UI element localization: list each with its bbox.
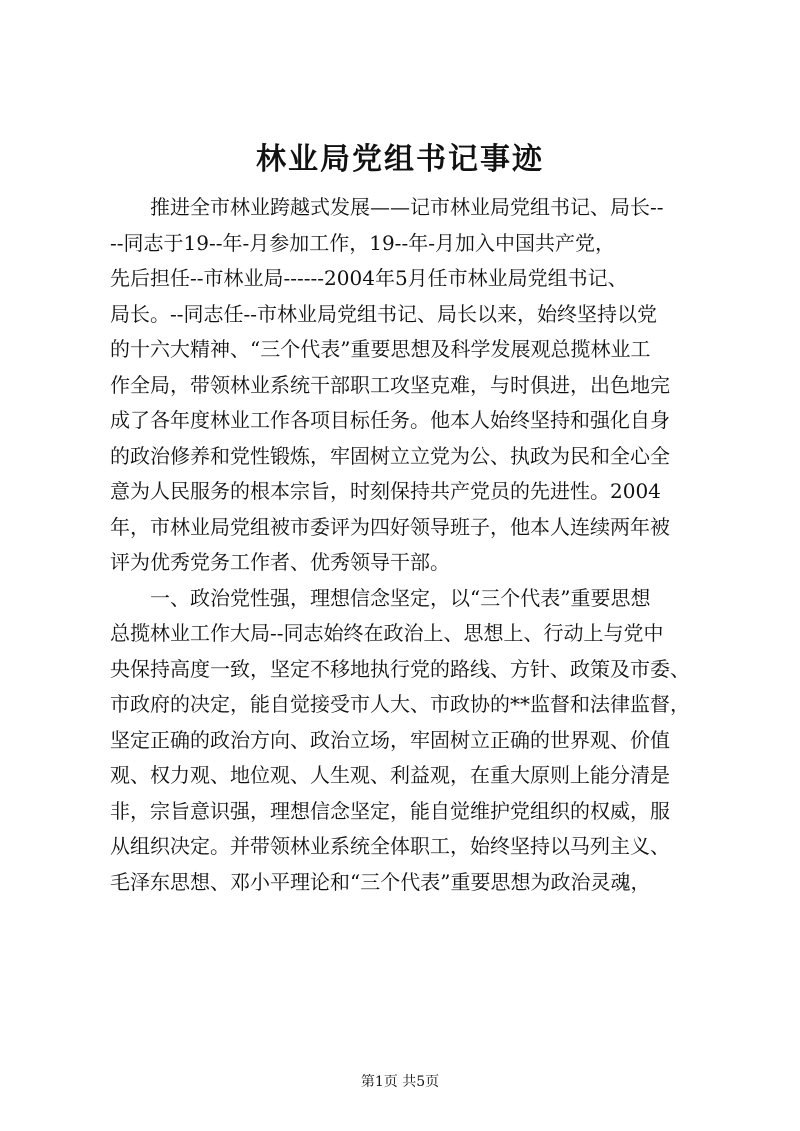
page-number-footer: 第1页 共5页 <box>360 1074 440 1090</box>
text-line: 的十六大精神、“三个代表”重要思想及科学发展观总揽林业工 <box>110 337 651 361</box>
text-line: 年，市林业局党组被市委评为四好领导班子，他本人连续两年被 <box>110 514 670 539</box>
text-line: 总揽林业工作大局--同志始终在政治上、思想上、行动上与党中 <box>110 621 664 645</box>
text-line: 作全局，带领林业系统干部职工攻坚克难，与时俱进，出色地完 <box>110 372 670 397</box>
text-line: 先后担任--市林业局------2004年5月任市林业局党组书记、 <box>110 266 628 290</box>
text-line: --同志于19--年-月参加工作，19--年-月加入中国共产党， <box>110 230 615 255</box>
text-line: 市政府的决定，能自觉接受市人大、市政协的**监督和法律监督， <box>110 692 690 716</box>
text-line: 非，宗旨意识强，理想信念坚定，能自觉维护党组织的权威，服 <box>110 798 670 823</box>
text-line: 评为优秀党务工作者、优秀领导干部。 <box>110 550 450 574</box>
text-line: 意为人民服务的根本宗旨，时刻保持共产党员的先进性。2004 <box>110 479 661 503</box>
text-line: 的政治修养和党性锻炼，牢固树立立党为公、执政为民和全心全 <box>110 443 670 468</box>
text-line: 观、权力观、地位观、人生观、利益观，在重大原则上能分清是 <box>110 763 670 787</box>
text-line: 央保持高度一致，坚定不移地执行党的路线、方针、政策及市委、 <box>110 656 690 681</box>
text-line: 推进全市林业跨越式发展——记市林业局党组书记、局长-- <box>150 195 664 219</box>
text-line: 成了各年度林业工作各项目标任务。他本人始终坚持和强化自身 <box>110 408 670 432</box>
text-line: 从组织决定。并带领林业系统全体职工，始终坚持以马列主义、 <box>110 834 670 858</box>
text-line: 毛泽东思想、邓小平理论和“三个代表”重要思想为政治灵魂， <box>110 869 651 894</box>
text-line: 一、政治党性强，理想信念坚定，以“三个代表”重要思想 <box>150 585 651 610</box>
text-line: 坚定正确的政治方向、政治立场，牢固树立正确的世界观、价值 <box>110 727 670 752</box>
text-line: 局长。--同志任--市林业局党组书记、局长以来，始终坚持以党 <box>110 301 658 326</box>
document-body <box>110 190 700 900</box>
document-title: 林业局党组书记事迹 <box>256 142 544 177</box>
